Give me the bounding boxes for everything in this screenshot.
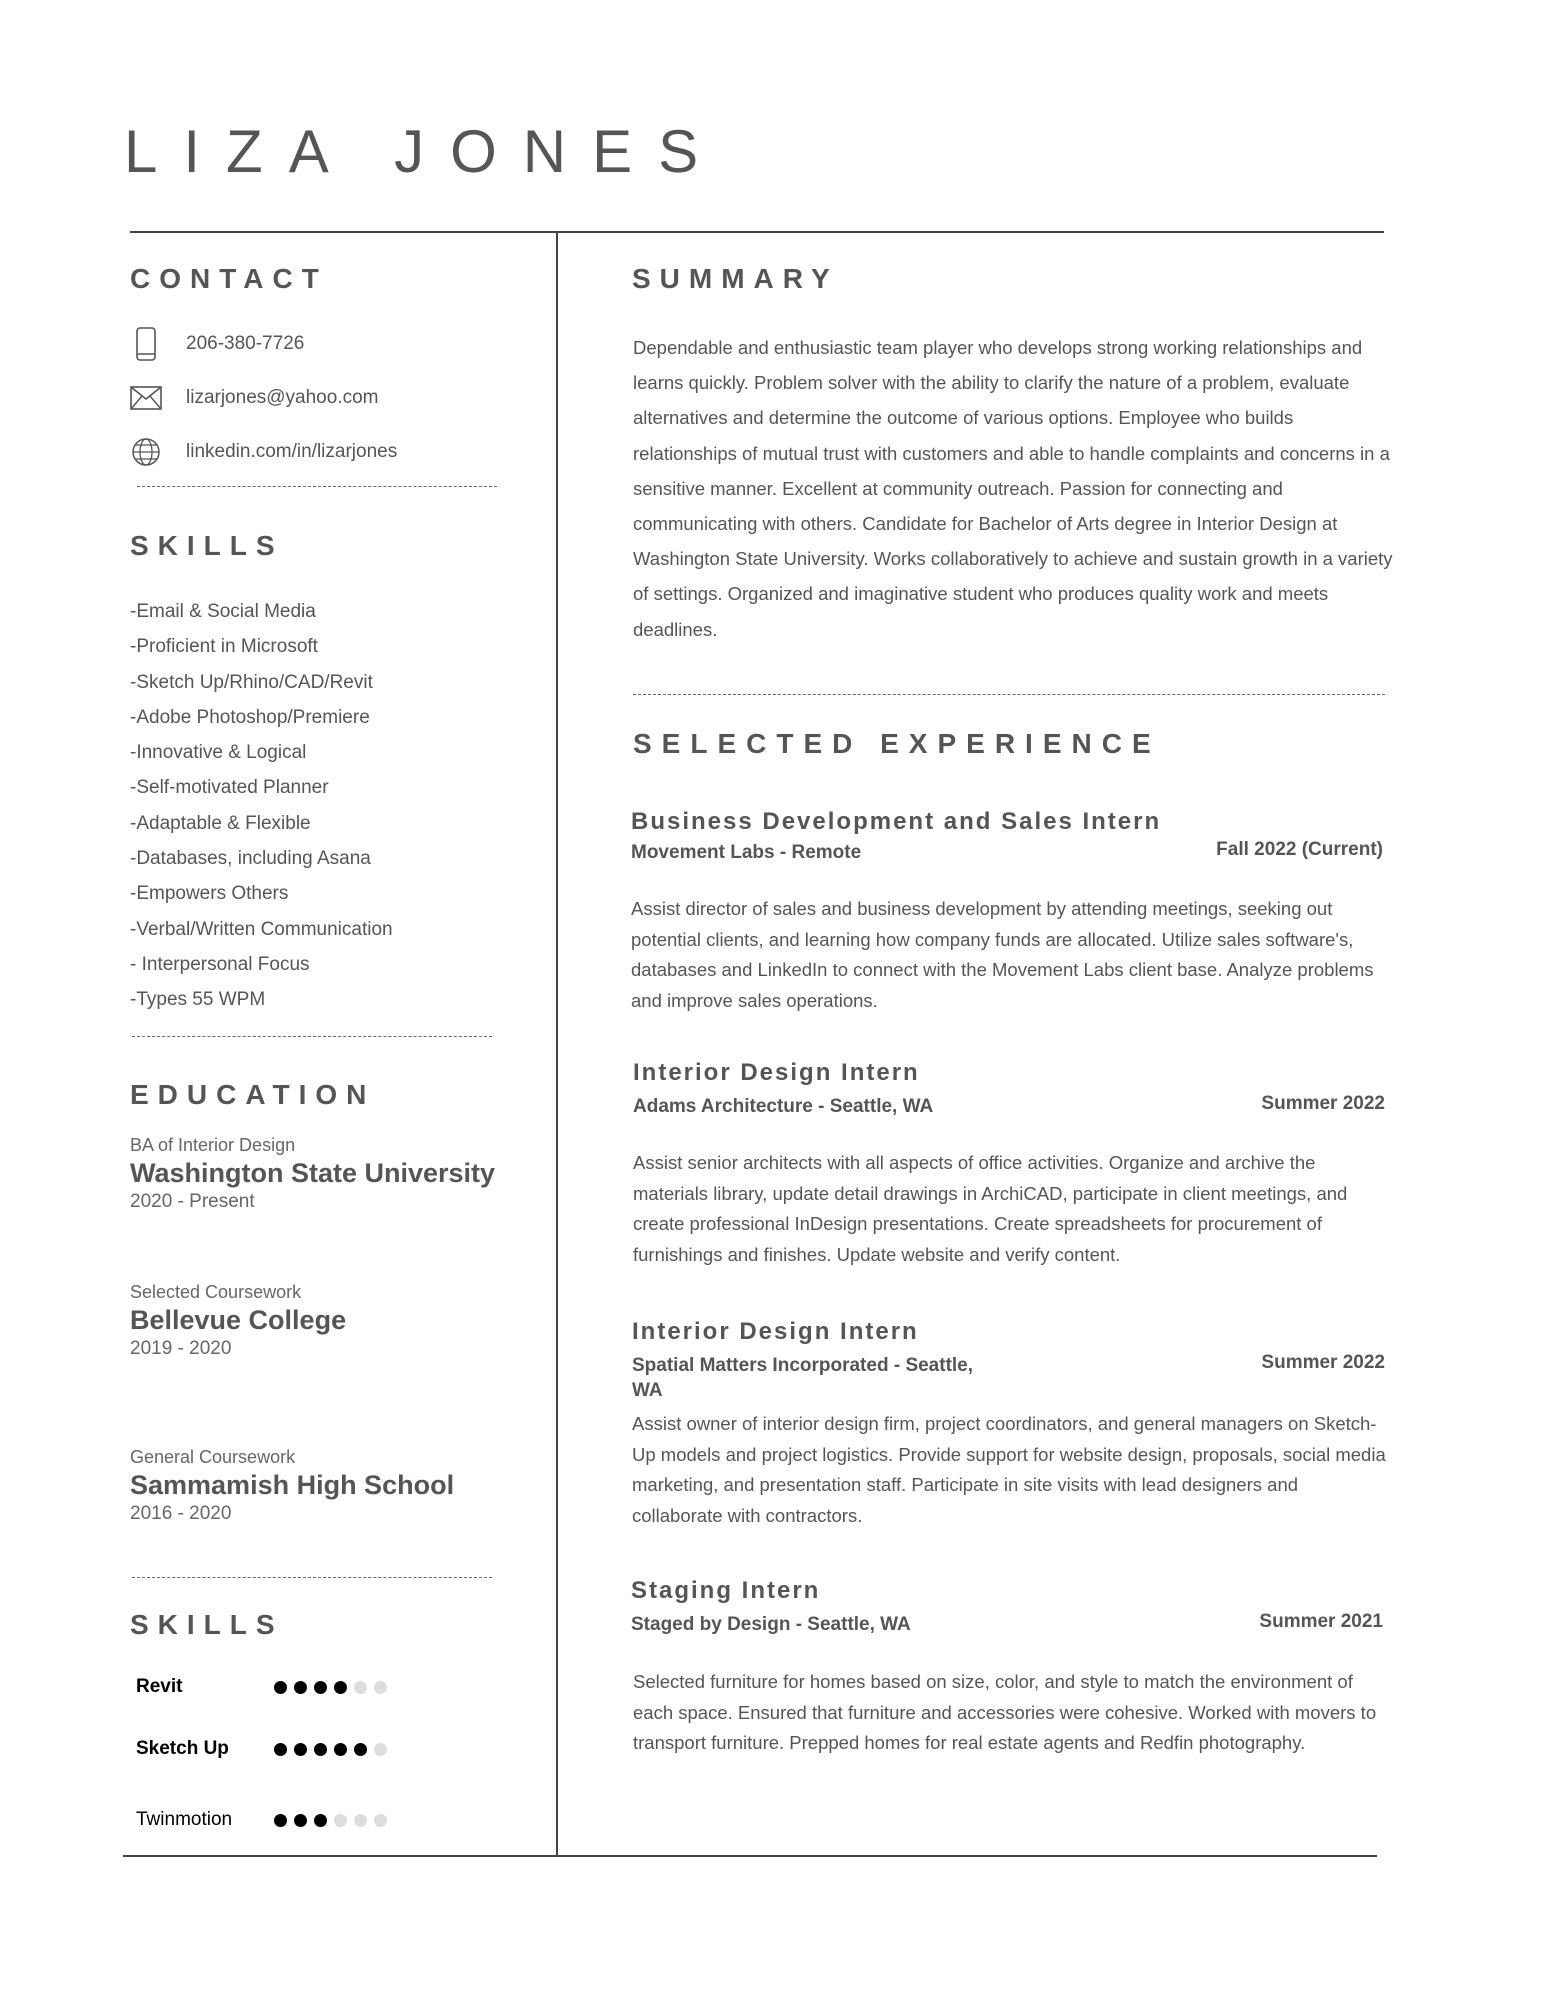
- skill-rating-row: [136, 1676, 387, 1698]
- job-company: Adams Architecture - Seattle, WA: [633, 1096, 934, 1117]
- skill-item: -Self-motivated Planner: [130, 777, 329, 799]
- education-degree: Selected Coursework: [130, 1282, 302, 1302]
- skills-heading: SKILLS: [130, 530, 284, 561]
- skill-rating-dots: [274, 1681, 387, 1694]
- skill-rating-dots: [274, 1743, 387, 1756]
- education-years: 2016 - 2020: [130, 1502, 232, 1524]
- skill-item: -Types 55 WPM: [130, 989, 266, 1011]
- experience-heading: SELECTED EXPERIENCE: [633, 728, 1161, 759]
- rating-dot-filled: [314, 1681, 327, 1694]
- job-date: Summer 2022: [1261, 1093, 1385, 1114]
- summary-text: Dependable and enthusiastic team player who develops strong working relationships and learns quickly. Problem solver with the ability to clarify the nature of a problem, evaluate alternatives and determine the outcome of various options. Employee who builds relationships of mutual trust with customers and able to handle complaints and concerns in a sensitive manner. Excellent at community outreach. Passion for connecting and communicating with others. Candidate for Bachelor of Arts degree in Interior Design at Washington State University. Works collaboratively to achieve and sustain growth in a variety of settings. Organized and imaginative student who produces quality work and meets deadlines.: [633, 337, 1393, 640]
- contact-email: [130, 380, 379, 416]
- skill-item: -Adobe Photoshop/Premiere: [130, 706, 370, 728]
- skill-rating-row: [136, 1738, 387, 1760]
- skill-item: - Interpersonal Focus: [130, 953, 310, 975]
- job-description: Assist senior architects with all aspects of office activities. Organize and archive the materials library, update detail drawings in ArchiCAD, participate in client meetings, and create professional InDesign presentations. Create spreadsheets for procurement of furnishings and finishes. Update website and verify content.: [633, 1152, 1348, 1265]
- linkedin-url[interactable]: linkedin.com/in/lizarjones: [186, 441, 398, 462]
- skill-rating-label: Twinmotion: [136, 1809, 233, 1830]
- skill-item: -Databases, including Asana: [130, 848, 371, 870]
- skills-divider: [132, 1036, 492, 1037]
- rating-dot-filled: [274, 1814, 287, 1827]
- contact-heading: CONTACT: [130, 263, 328, 294]
- job-company: Movement Labs - Remote: [631, 842, 862, 863]
- contact-linkedin: [130, 434, 397, 470]
- rating-dot-filled: [354, 1743, 367, 1756]
- skills-list: [130, 594, 393, 1018]
- rating-dot-empty: [374, 1814, 387, 1827]
- contact-phone: [130, 326, 304, 362]
- education-divider: [132, 1577, 492, 1578]
- education-heading: EDUCATION: [130, 1079, 376, 1110]
- rating-dot-filled: [334, 1743, 347, 1756]
- skill-item: -Proficient in Microsoft: [130, 636, 318, 658]
- skill-item: -Adaptable & Flexible: [130, 812, 311, 834]
- summary-divider: [633, 694, 1385, 695]
- education-degree: General Coursework: [130, 1447, 296, 1467]
- mail-icon: [130, 382, 162, 414]
- rating-dot-filled: [294, 1743, 307, 1756]
- bottom-divider: [123, 1855, 1377, 1857]
- skill-item: -Verbal/Written Communication: [130, 918, 393, 940]
- resume-name: LIZA JONES: [124, 118, 725, 185]
- job-date: Summer 2022: [1261, 1352, 1385, 1373]
- job-date: Summer 2021: [1259, 1611, 1383, 1632]
- job-description: Selected furniture for homes based on size, color, and style to match the environment of each space. Ensured that furniture and accessories were cohesive. Worked with movers to transport furniture. Prepped homes for real estate agents and Redfin photography.: [633, 1671, 1377, 1753]
- skill-rating-dots: [274, 1814, 387, 1827]
- job-company: Spatial Matters Incorporated - Seattle, WA: [632, 1355, 974, 1401]
- education-years: 2020 - Present: [130, 1190, 255, 1212]
- rating-dot-filled: [274, 1681, 287, 1694]
- rating-dot-empty: [334, 1814, 347, 1827]
- job-title: Interior Design Intern: [632, 1318, 919, 1345]
- education-years: 2019 - 2020: [130, 1337, 232, 1359]
- rating-dot-empty: [354, 1814, 367, 1827]
- rating-dot-filled: [314, 1814, 327, 1827]
- skill-item: -Empowers Others: [130, 883, 289, 905]
- phone-number[interactable]: 206-380-7726: [186, 333, 305, 354]
- skill-rating-label: Revit: [136, 1676, 183, 1697]
- job-title: Staging Intern: [631, 1577, 821, 1604]
- job-description: Assist owner of interior design firm, project coordinators, and general managers on Sketch-Up models and project logistics. Provide support for website design, proposals, social media marketing, and presentation staff. Participate in site visits with lead designers and collaborate with contractors.: [632, 1413, 1386, 1526]
- education-entry: [130, 1281, 346, 1361]
- software-skills-heading: SKILLS: [130, 1609, 284, 1640]
- job-date: Fall 2022 (Current): [1216, 839, 1383, 860]
- job-company: Staged by Design - Seattle, WA: [631, 1614, 911, 1635]
- skill-rating-label: Sketch Up: [136, 1738, 229, 1759]
- rating-dot-filled: [274, 1743, 287, 1756]
- rating-dot-filled: [314, 1743, 327, 1756]
- top-divider: [130, 231, 1384, 233]
- skill-item: -Innovative & Logical: [130, 742, 307, 764]
- summary-heading: SUMMARY: [632, 263, 839, 294]
- job-description: Assist director of sales and business development by attending meetings, seeking out potential clients, and learning how company funds are allocated. Utilize sales software's, databases and LinkedIn to connect with the Movement Labs client base. Analyze problems and improve sales operations.: [631, 898, 1374, 1011]
- education-school: Sammamish High School: [130, 1470, 455, 1501]
- rating-dot-filled: [294, 1814, 307, 1827]
- education-school: Washington State University: [130, 1158, 496, 1189]
- globe-icon: [130, 436, 162, 468]
- job-title: Interior Design Intern: [633, 1059, 920, 1086]
- rating-dot-filled: [334, 1681, 347, 1694]
- education-entry: [130, 1446, 454, 1526]
- rating-dot-empty: [374, 1681, 387, 1694]
- job-title: Business Development and Sales Intern: [631, 808, 1162, 835]
- column-divider: [556, 233, 558, 1855]
- education-school: Bellevue College: [130, 1305, 347, 1336]
- rating-dot-filled: [294, 1681, 307, 1694]
- skill-item: -Sketch Up/Rhino/CAD/Revit: [130, 671, 373, 693]
- skill-rating-row: [136, 1809, 387, 1831]
- skill-item: -Email & Social Media: [130, 601, 316, 622]
- rating-dot-empty: [374, 1743, 387, 1756]
- education-degree: BA of Interior Design: [130, 1135, 296, 1155]
- phone-icon: [130, 328, 162, 360]
- contact-divider: [137, 486, 497, 487]
- email-address[interactable]: lizarjones@yahoo.com: [186, 387, 379, 408]
- education-entry: [130, 1134, 495, 1214]
- rating-dot-empty: [354, 1681, 367, 1694]
